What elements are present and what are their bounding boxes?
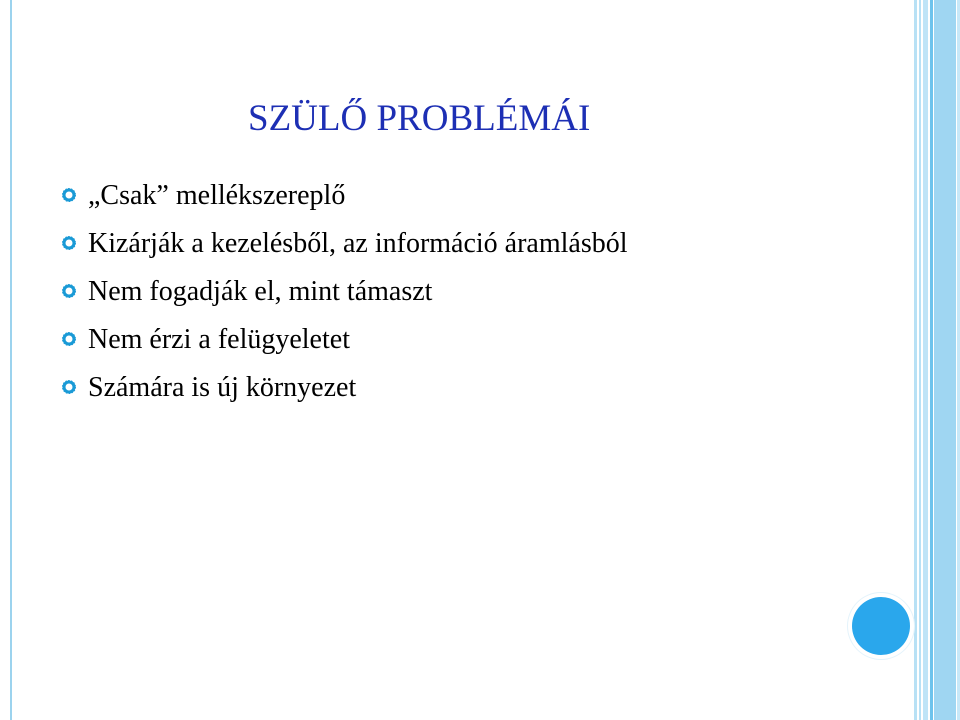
right-stripe [934, 0, 956, 720]
bullet-text: Kizárják a kezelésből, az információ áramlásból [88, 228, 628, 259]
gear-bullet-icon [62, 332, 76, 346]
slide-title: SZÜLŐ PROBLÉMÁI [248, 98, 591, 139]
bullet-text: Nem érzi a felügyeletet [88, 324, 350, 355]
bullet-text: Számára is új környezet [88, 372, 357, 403]
gear-bullet-icon [62, 284, 76, 298]
bullet-text: Nem fogadják el, mint támaszt [88, 276, 433, 307]
gear-bullet-icon [62, 380, 76, 394]
right-stripe [919, 0, 921, 720]
right-stripe [923, 0, 928, 720]
right-stripe [930, 0, 933, 720]
gear-bullet-icon [62, 188, 76, 202]
bullet-text: „Csak” mellékszereplő [88, 180, 346, 211]
circle-decoration [852, 597, 910, 655]
right-stripe [914, 0, 917, 720]
left-border-line [10, 0, 12, 720]
gear-bullet-icon [62, 236, 76, 250]
